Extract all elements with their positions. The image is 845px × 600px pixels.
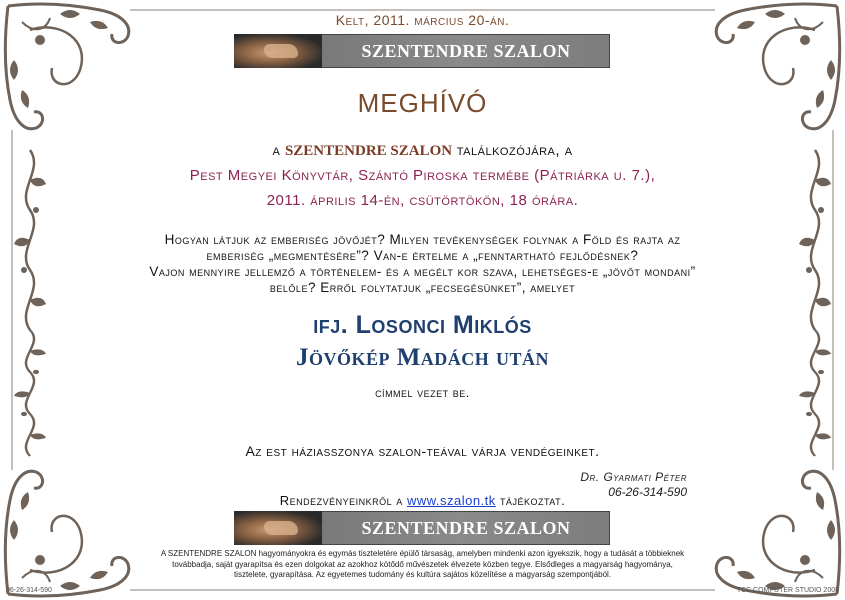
event-datetime: 2011. április 14-én, csütörtökön, 18 órára. [266,192,579,209]
szalon-banner-top [234,34,610,68]
intro-prefix: a [272,142,281,159]
paragraph-line: belőle? Erről folytatjuk „fecsegésünket”, amelyet [269,280,576,295]
handshake-image [234,511,322,545]
intro-society-name: SZENTENDRE SZALON [284,143,453,159]
venue: Pest Megyei Könyvtár, Szántó Piroska termébe (Pátriárka u. 7.), [189,167,656,184]
footer-line: továbbadja, saját gyarapítsa és ezen dolgokat az azokhoz kötődő művészetek élvezete közben tegye. Elsődleges a magyarság hagyománya, [172,559,673,569]
speaker-name: ifj. Losonci Miklós [313,311,532,339]
description-paragraph [70,232,775,296]
szalon-banner-bottom [234,511,610,545]
hostess-note: Az est háziasszonya szalon-teával várja vendégeinket. [245,443,600,459]
signatory-phone: 06-26-314-590 [608,485,687,499]
info-prefix: Rendezvényeinkről a [279,493,403,508]
paragraph-line: emberiség „megmentésére”? Van-e értelme a „fenntartható fejlődésnek? [206,248,639,263]
lecture-title: Jövőkép Madách után [295,344,550,371]
invitation-intro [0,142,845,160]
corner-credit: TCC COMPUTER STUDIO 2008 [736,587,839,594]
info-line [0,493,845,508]
banner-text: SZENTENDRE SZALON [361,40,571,61]
invitation-title: MEGHÍVÓ [357,88,488,118]
issue-date: Kelt, 2011. március 20-án. [335,12,510,28]
footer-line: A SZENTENDRE SZALON hagyományokra és egymás tiszteletére épülő társaság, amelyben mindenki azon igyekszik, hogy a tudását a többieknek [160,549,685,558]
paragraph-line: Vajon mennyire jellemző a történelem- és a megélt kor szava, lehetséges-e „jövőt mondani” [149,264,696,279]
society-description [160,549,685,581]
banner-text: SZENTENDRE SZALON [361,517,571,538]
paragraph-line: Hogyan látjuk az emberiség jövőjét? Milyen tevékenységek folynak a Föld és rajta az [164,232,681,247]
signatory-name: Dr. Gyarmati Péter [580,470,687,484]
titled-text: címmel vezet be. [375,385,470,400]
footer-line: tisztelete, gyarapítása. Az egyetemes tudomány és kultúra sajátos közelítése a magyarság szempontjából. [233,570,612,579]
handshake-image [234,34,322,68]
info-suffix: tájékoztat. [499,493,566,508]
intro-suffix: találkozójára, a [456,142,573,159]
website-link[interactable]: www.szalon.tk [406,493,496,508]
corner-phone: 06-26-314-590 [6,587,52,594]
